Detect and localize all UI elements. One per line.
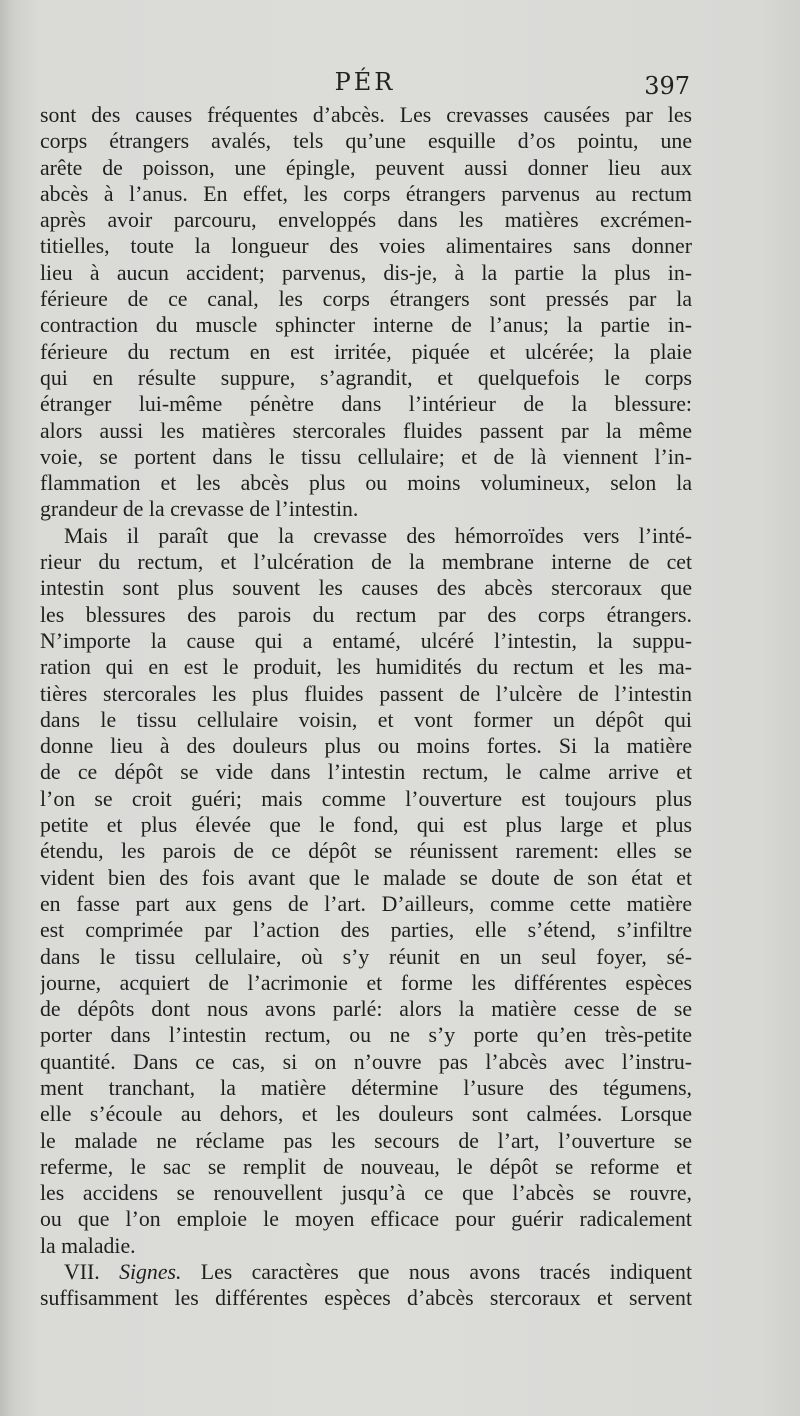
text-line: intestin sont plus souvent les causes des abcès stercoraux que	[40, 576, 692, 601]
text-line: voie, se portent dans le tissu cellulaire; et de là viennent l’in-	[40, 444, 692, 469]
section-number: VII.	[64, 1260, 100, 1285]
running-head: PÉR	[334, 68, 396, 96]
section-title: Signes.	[119, 1260, 182, 1285]
text-line: porter dans l’intestin rectum, ou ne s’y porte qu’en très-petite	[40, 1023, 692, 1048]
section-line-text: Les caractères que nous avons tracés indiquent	[200, 1260, 692, 1285]
text-line: petite et plus élevée que le fond, qui est plus large et plus	[40, 813, 692, 838]
text-line: étendu, les parois de ce dépôt se réunissent rarement: elles se	[40, 839, 692, 864]
paragraph-start-line: Mais il paraît que la crevasse des hémorroïdes vers l’inté-	[64, 523, 692, 548]
text-line: la maladie.	[40, 1233, 136, 1258]
text-line: les accidens se renouvellent jusqu’à ce que l’abcès se rouvre,	[40, 1181, 692, 1206]
text-line: grandeur de la crevasse de l’intestin.	[40, 497, 359, 522]
text-line: titielles, toute la longueur des voies alimentaires sans donner	[40, 234, 692, 259]
text-line: férieure du rectum en est irritée, piquée et ulcérée; la plaie	[40, 339, 692, 364]
text-line: ou que l’on emploie le moyen efficace pour guérir radicalement	[40, 1207, 692, 1232]
text-line: alors aussi les matières stercorales fluides passent par la même	[40, 418, 692, 443]
text-line: corps étrangers avalés, tels qu’une esquille d’os pointu, une	[40, 129, 692, 154]
text-line: arête de poisson, une épingle, peuvent aussi donner lieu aux	[40, 155, 692, 180]
text-line: lieu à aucun accident; parvenus, dis-je, à la partie la plus in-	[40, 260, 692, 285]
text-line: férieure de ce canal, les corps étrangers sont pressés par la	[40, 287, 692, 312]
text-line: de dépôts dont nous avons parlé: alors la matière cesse de se	[40, 997, 692, 1022]
text-line: après avoir parcouru, enveloppés dans les matières excrémen-	[40, 208, 692, 233]
text-line: sont des causes fréquentes d’abcès. Les crevasses causées par les	[40, 103, 692, 127]
text-line: rieur du rectum, et l’ulcération de la membrane interne de cet	[40, 550, 692, 575]
body-text	[40, 102, 692, 1312]
text-line: de ce dépôt se vide dans l’intestin rectum, le calme arrive et	[40, 760, 692, 785]
text-line: étranger lui-même pénètre dans l’intérieur de la blessure:	[40, 392, 692, 417]
text-line: en fasse part aux gens de l’art. D’ailleurs, comme cette matière	[40, 891, 692, 916]
text-line: quantité. Dans ce cas, si on n’ouvre pas l’abcès avec l’instru-	[40, 1049, 692, 1074]
section-heading-line	[40, 1259, 692, 1285]
page-number: 397	[644, 72, 690, 100]
text-line: est comprimée par l’action des parties, elle s’étend, s’infiltre	[40, 918, 692, 943]
text-line: contraction du muscle sphincter interne de l’anus; la partie in-	[40, 313, 692, 338]
text-line: N’importe la cause qui a entamé, ulcéré l’intestin, la suppu-	[40, 628, 692, 653]
text-line: tières stercorales les plus fluides passent de l’ulcère de l’intestin	[40, 681, 692, 706]
text-line: dans le tissu cellulaire voisin, et vont former un dépôt qui	[40, 707, 692, 732]
text-line: le malade ne réclame pas les secours de l’art, l’ouverture se	[40, 1128, 692, 1153]
text-line: journe, acquiert de l’acrimonie et forme les différentes espèces	[40, 970, 692, 995]
text-line: ration qui en est le produit, les humidités du rectum et les ma-	[40, 655, 692, 680]
text-line: qui en résulte suppure, s’agrandit, et quelquefois le corps	[40, 365, 692, 390]
text-line: vident bien des fois avant que le malade se doute de son état et	[40, 865, 692, 890]
text-line: suffisamment les différentes espèces d’abcès stercoraux et servent	[40, 1286, 692, 1311]
text-line: abcès à l’anus. En effet, les corps étrangers parvenus au rectum	[40, 181, 692, 206]
text-line: les blessures des parois du rectum par des corps étrangers.	[40, 602, 692, 627]
text-line: donne lieu à des douleurs plus ou moins fortes. Si la matière	[40, 734, 692, 759]
text-line: flammation et les abcès plus ou moins volumineux, selon la	[40, 471, 692, 496]
text-line: dans le tissu cellulaire, où s’y réunit en un seul foyer, sé-	[40, 944, 692, 969]
text-line: ment tranchant, la matière détermine l’usure des tégumens,	[40, 1075, 692, 1100]
text-line: l’on se croit guéri; mais comme l’ouverture est toujours plus	[40, 786, 692, 811]
text-line: referme, le sac se remplit de nouveau, le dépôt se reforme et	[40, 1154, 692, 1179]
text-line: elle s’écoule au dehors, et les douleurs sont calmées. Lorsque	[40, 1102, 692, 1127]
page-header	[40, 66, 690, 100]
